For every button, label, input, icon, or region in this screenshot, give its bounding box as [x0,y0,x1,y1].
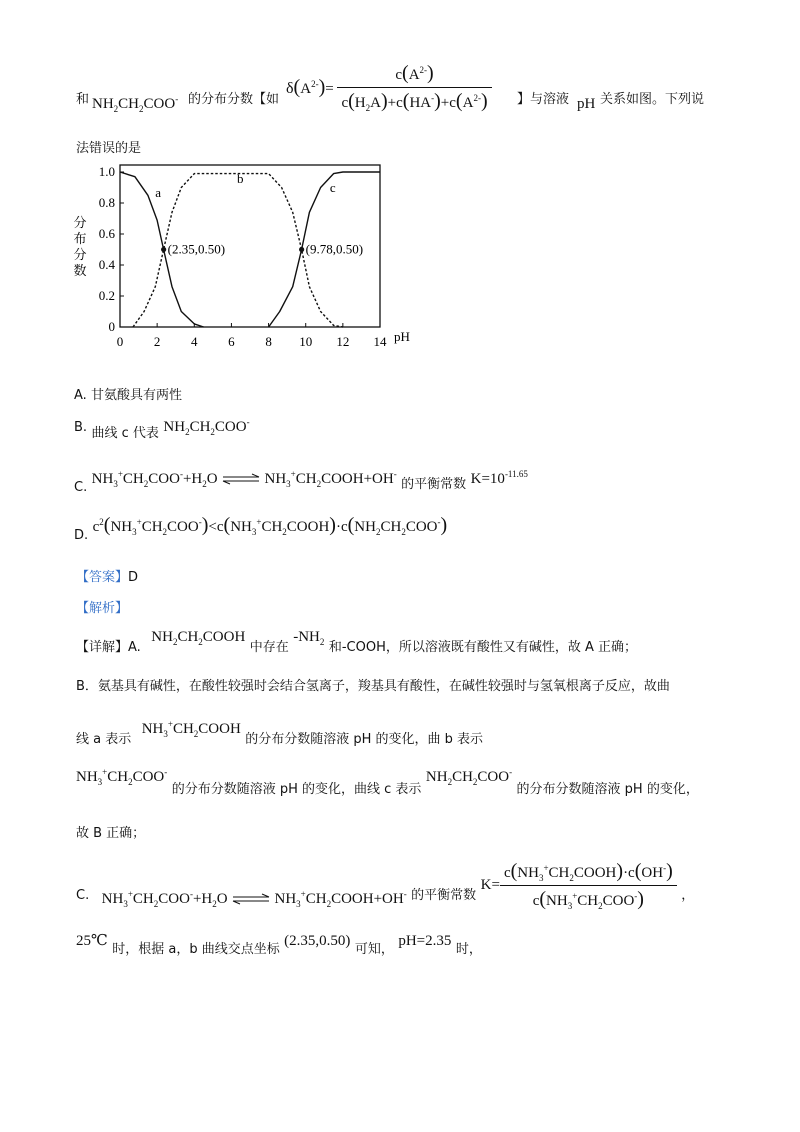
intro-line2: 法错误的是 [76,141,142,156]
y-axis-label-char: 布 [73,232,87,247]
detail-p7 [76,930,482,957]
detail-p7-c: 时， [455,942,482,957]
y-tick-label: 0.6 [98,226,115,241]
option-a-text: 甘氨酸具有两性 [90,388,182,403]
intro-text2: 】与溶液 [517,92,570,107]
chart-annotations [161,242,363,257]
option-b[interactable] [74,416,250,441]
y-axis-label-char: 分 [73,216,87,231]
y-tick-label: 0.8 [98,195,115,210]
intersection-point [161,247,166,252]
x-tick-label: 0 [116,334,124,349]
detail-p7-temp: 25℃ [76,933,108,949]
detail-p7-ph: pH=2.35 [398,933,452,949]
detail-p5: 故 B 正确； [76,826,146,841]
intro-ph: pH [577,96,596,112]
detail-p3-a: 线 a 表示 [76,732,132,747]
y-tick-label: 1.0 [98,164,115,179]
answer-line [76,566,138,585]
detail-p4-b: 的分布分数随溶液 pH 的变化， [516,782,699,797]
option-b-letter: B. [74,420,88,435]
intro-text1: 的分布分数【如 [188,92,280,107]
detail-p3-b: 的分布分数随溶液 pH 的变化，曲 b 表示 [245,732,484,747]
detail-p1-label: 【详解】A. [76,640,141,655]
detail-p2: B．氨基具有碱性，在酸性较强时会结合氢离子，羧基具有酸性，在碱性较强时与氢氧根离子反应，故曲 [76,679,670,694]
intersection-label: (9.78,0.50) [305,241,364,257]
x-tick-label: 12 [336,334,350,349]
y-axis-label-char: 分 [73,248,87,263]
option-c-text: 的平衡常数 [401,477,467,492]
detail-p1-nh2: $-NH_2$ [293,629,325,647]
detail-p4-formula2: $NH_2CH_2COO^-$ [425,767,513,787]
option-d[interactable] [74,514,448,543]
y-tick-label: 0.2 [98,288,115,303]
option-c-letter: C. [74,480,88,495]
chart-ticks [73,164,409,349]
x-tick-label: 2 [153,334,161,349]
detail-p6-text: 的平衡常数 [411,887,477,903]
option-b-formula: $NH_2CH_2COO^-$ [163,417,250,437]
detail-p4-a: 的分布分数随溶液 pH 的变化，曲线 c 表示 [171,782,422,797]
option-c-right: $NH_3^+CH_2COOH+OH^-$ [264,469,397,489]
detail-p1-formula: $NH_2CH_2COOH$ [151,629,246,647]
detail-p6 [76,852,695,911]
intersection-point [299,247,304,252]
analysis-label: 【解析】 [76,601,129,616]
y-tick-label: 0 [108,319,115,334]
detail-p4 [76,766,699,797]
intersection-label: (2.35,0.50) [167,241,226,257]
detail-p6-k: K= $\frac{c(NH_3^+CH_2COOH)\cdot c(OH^-)}{c(NH_3^+CH_2COO^-)}$ [481,877,677,893]
detail-p7-b: 可知， [354,942,394,957]
detail-p6-right: $NH_3^+CH_2COOH+OH^-$ [274,888,407,909]
detail-p1 [76,626,638,655]
intro-species: $NH_2CH_2COO^-$ [92,94,179,114]
series-b-label: b [237,170,244,186]
x-tick-label: 6 [228,334,235,349]
detail-p1-mid: 中存在 [249,640,289,655]
option-c-k: $K=10^{-11.65}$ [470,469,528,487]
option-c[interactable] [74,468,528,495]
detail-p3 [76,718,484,747]
detail-p6-label: C. [76,887,90,903]
series-c-label: c [329,180,336,196]
detail-p6-left: $NH_3^+CH_2COO^-+H_2O$ [101,888,228,909]
option-b-text: 曲线 c 代表 [91,426,159,441]
intro-he: 和 [76,92,90,107]
answer-label: 【答案】 [76,570,129,585]
x-tick-label: 4 [191,334,198,349]
y-tick-label: 0.4 [98,257,115,272]
option-d-formula: $c^2(NH_3^+CH_2COO^-)<c(NH_3^+CH_2COOH)\cdot c(NH_2CH_2COO^-)$ [92,514,448,537]
intro-text3: 关系如图。下列说 [600,92,705,107]
detail-p7-a: 时，根据 a，b 曲线交点坐标 [112,942,280,957]
option-a-letter: A. [74,388,87,403]
detail-p4-formula: $NH_3^+CH_2COO^-$ [76,767,168,787]
detail-p1-rest: 和-COOH，所以溶液既有酸性又有碱性，故 A 正确； [328,640,638,655]
option-d-letter: D. [74,528,89,543]
detail-p6-end: ， [681,887,695,903]
equilibrium-arrow-icon [232,893,270,905]
distribution-chart [70,155,430,355]
option-a[interactable] [74,384,182,403]
delta-formula: $\delta(A^{2-})=$ $\frac{c(A^{2-})}{c(H_2A)+c(HA^-)+c(A^{2-})}$ [286,62,492,113]
series-a-label: a [155,184,162,200]
y-axis-label-char: 数 [73,264,87,279]
option-c-left: $NH_3^+CH_2COO^-+H_2O$ [91,469,218,489]
equilibrium-arrow-icon [222,473,260,485]
detail-p7-coord: (2.35,0.50) [284,933,351,949]
x-axis-label: pH [394,329,410,344]
x-tick-label: 10 [299,334,313,349]
x-tick-label: 14 [373,334,387,349]
detail-p3-formula: $NH_3^+CH_2COOH$ [141,719,241,739]
x-tick-label: 8 [265,334,272,349]
answer-value: D [128,570,139,585]
